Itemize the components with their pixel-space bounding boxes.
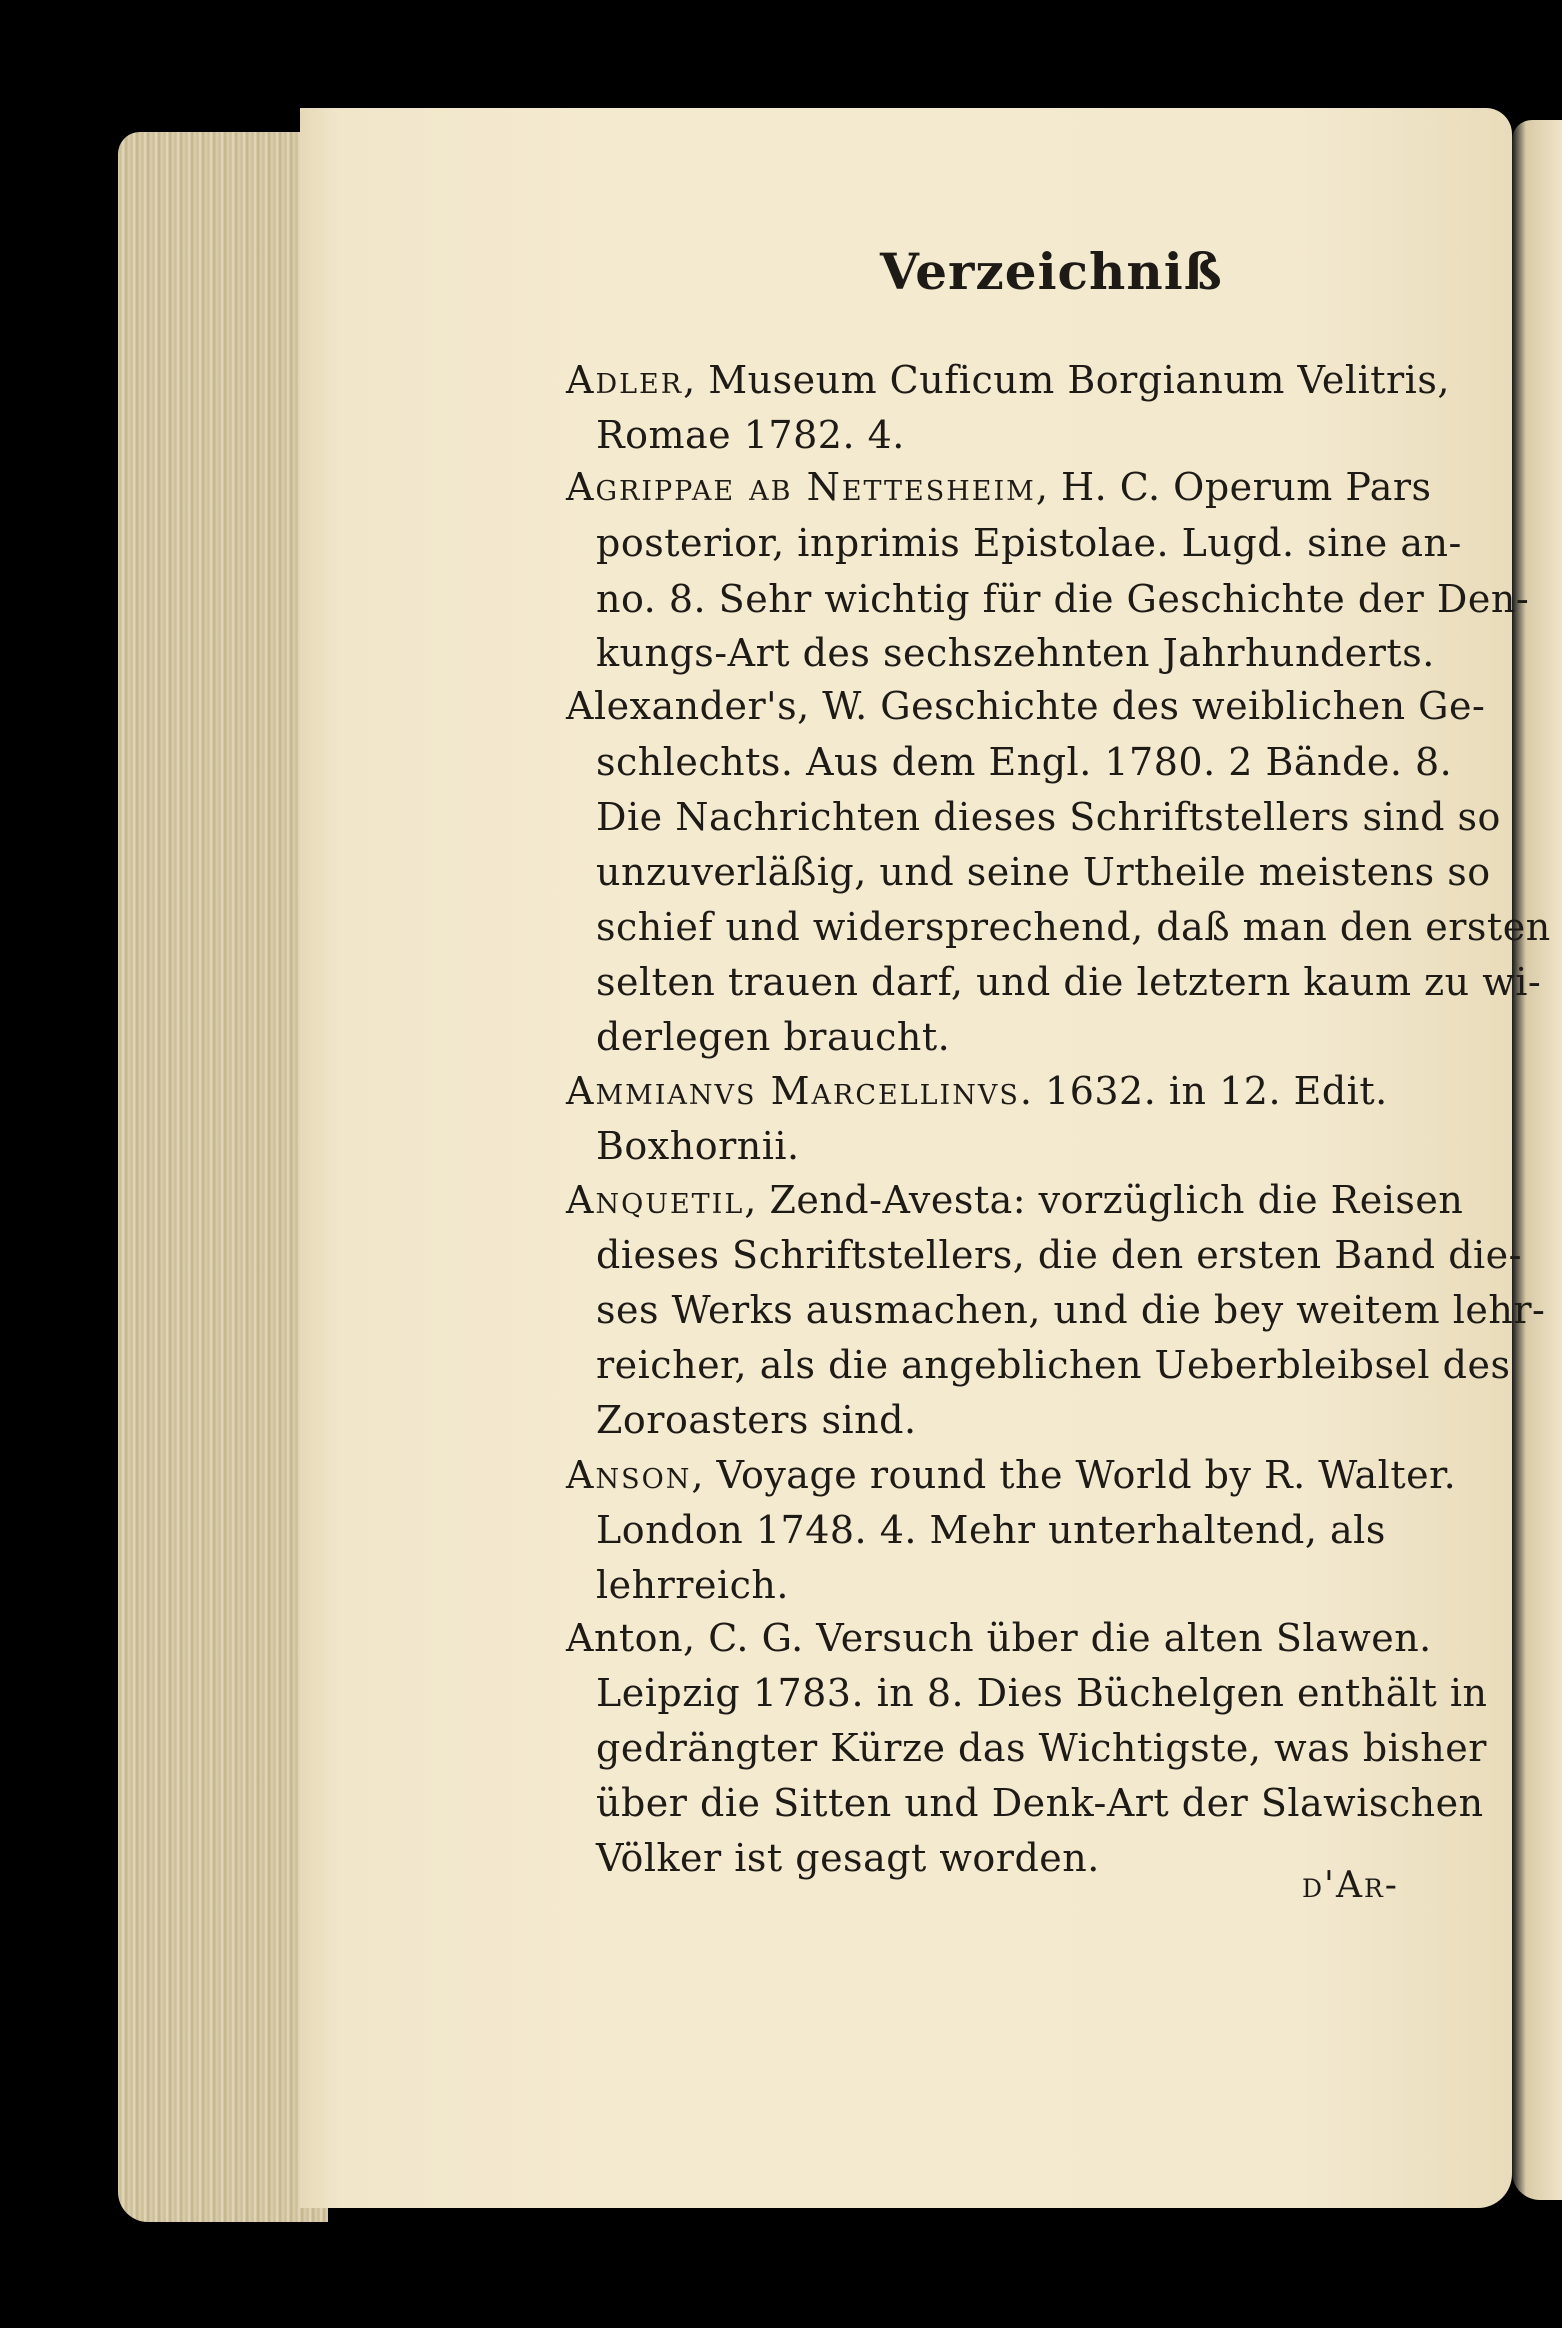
entry-text: , H. C. Operum Pars xyxy=(1035,465,1432,509)
entry-continuation-line xyxy=(596,1508,1456,1552)
entry-continuation-line xyxy=(596,1671,1488,1715)
entry-text: schlechts. Aus dem Engl. 1780. 2 Bände. 8. xyxy=(596,740,1453,784)
entry-first-line xyxy=(566,465,1456,509)
entry-continuation-line xyxy=(596,521,1462,565)
entry-text: , Museum Cuficum Borgianum Velitris, xyxy=(683,358,1450,402)
entry-first-line xyxy=(566,684,1486,728)
entry-text: derlegen braucht. xyxy=(596,1015,951,1059)
entry-text: Anton, C. G. Versuch über die alten Slawen. xyxy=(566,1616,1432,1660)
entry-continuation-line xyxy=(596,1288,1546,1332)
running-head: Verzeichniß xyxy=(880,242,1223,301)
entry-text: . 1632. in 12. Edit. xyxy=(1019,1069,1388,1113)
entry-text: Leipzig 1783. in 8. Dies Büchelgen enthält in xyxy=(596,1671,1488,1715)
entry-continuation-line xyxy=(596,850,1491,894)
author-name: Agrippae ab Nettesheim xyxy=(566,465,1036,509)
author-name: Anquetil xyxy=(566,1178,745,1222)
entry-continuation-line xyxy=(596,413,1456,457)
entry-text: unzuverläßig, und seine Urtheile meistens so xyxy=(596,850,1491,894)
entry-text: no. 8. Sehr wichtig für die Geschichte der Den- xyxy=(596,577,1530,621)
entry-continuation-line xyxy=(596,1781,1484,1825)
author-name: Ammianvs Marcellinvs xyxy=(566,1069,1020,1113)
entry-first-line xyxy=(566,1453,1456,1497)
entry-text: London 1748. 4. Mehr unterhaltend, als xyxy=(596,1508,1386,1552)
entry-continuation-line xyxy=(596,1124,1456,1168)
entry-continuation-line xyxy=(596,1233,1522,1277)
entry-text: Boxhornii. xyxy=(596,1124,800,1168)
entry-text: Die Nachrichten dieses Schriftstellers sind so xyxy=(596,795,1501,839)
entry-text: ses Werks ausmachen, und die bey weitem lehr- xyxy=(596,1288,1546,1332)
entry-continuation-line xyxy=(596,905,1551,949)
entry-text: lehrreich. xyxy=(596,1563,789,1607)
entry-text: selten trauen darf, und die letztern kaum zu wi- xyxy=(596,960,1542,1004)
entry-text: Zoroasters sind. xyxy=(596,1398,917,1442)
catchword: d'Ar- xyxy=(1302,1865,1399,1906)
entry-text: reicher, als die angeblichen Ueberbleibsel des xyxy=(596,1343,1511,1387)
entry-continuation-line xyxy=(596,1343,1511,1387)
entry-text: über die Sitten und Denk-Art der Slawischen xyxy=(596,1781,1484,1825)
entry-first-line xyxy=(566,1069,1456,1113)
author-name: Anson xyxy=(566,1453,692,1497)
entry-first-line xyxy=(566,1178,1464,1222)
entry-continuation-line xyxy=(596,1015,1456,1059)
entry-continuation-line xyxy=(596,1563,1456,1607)
entry-text: , Voyage round the World by R. Walter. xyxy=(691,1453,1457,1497)
entry-text: Völker ist gesagt worden. xyxy=(596,1836,1100,1880)
entry-text: Alexander's, W. Geschichte des weiblichen Ge- xyxy=(566,684,1486,728)
author-name: Adler xyxy=(566,358,684,402)
entry-text: posterior, inprimis Epistolae. Lugd. sine an- xyxy=(596,521,1462,565)
entry-text: gedrängter Kürze das Wichtigste, was bisher xyxy=(596,1726,1487,1770)
entry-text: Romae 1782. 4. xyxy=(596,413,905,457)
entry-continuation-line xyxy=(596,960,1542,1004)
entry-text: schief und widersprechend, daß man den ersten xyxy=(596,905,1551,949)
entry-text: , Zend-Avesta: vorzüglich die Reisen xyxy=(744,1178,1464,1222)
entry-first-line xyxy=(566,1616,1456,1660)
entry-continuation-line xyxy=(596,577,1530,621)
entry-continuation-line xyxy=(596,1398,1456,1442)
entry-continuation-line xyxy=(596,795,1501,839)
entry-continuation-line xyxy=(596,631,1456,675)
entry-continuation-line xyxy=(596,740,1456,784)
entry-continuation-line xyxy=(596,1726,1487,1770)
facing-page-edge xyxy=(1512,120,1562,2200)
entry-first-line xyxy=(566,358,1456,402)
page-edges xyxy=(118,132,328,2222)
entry-text: kungs-Art des sechszehnten Jahrhunderts. xyxy=(596,631,1435,675)
entry-text: dieses Schriftstellers, die den ersten Band die- xyxy=(596,1233,1522,1277)
